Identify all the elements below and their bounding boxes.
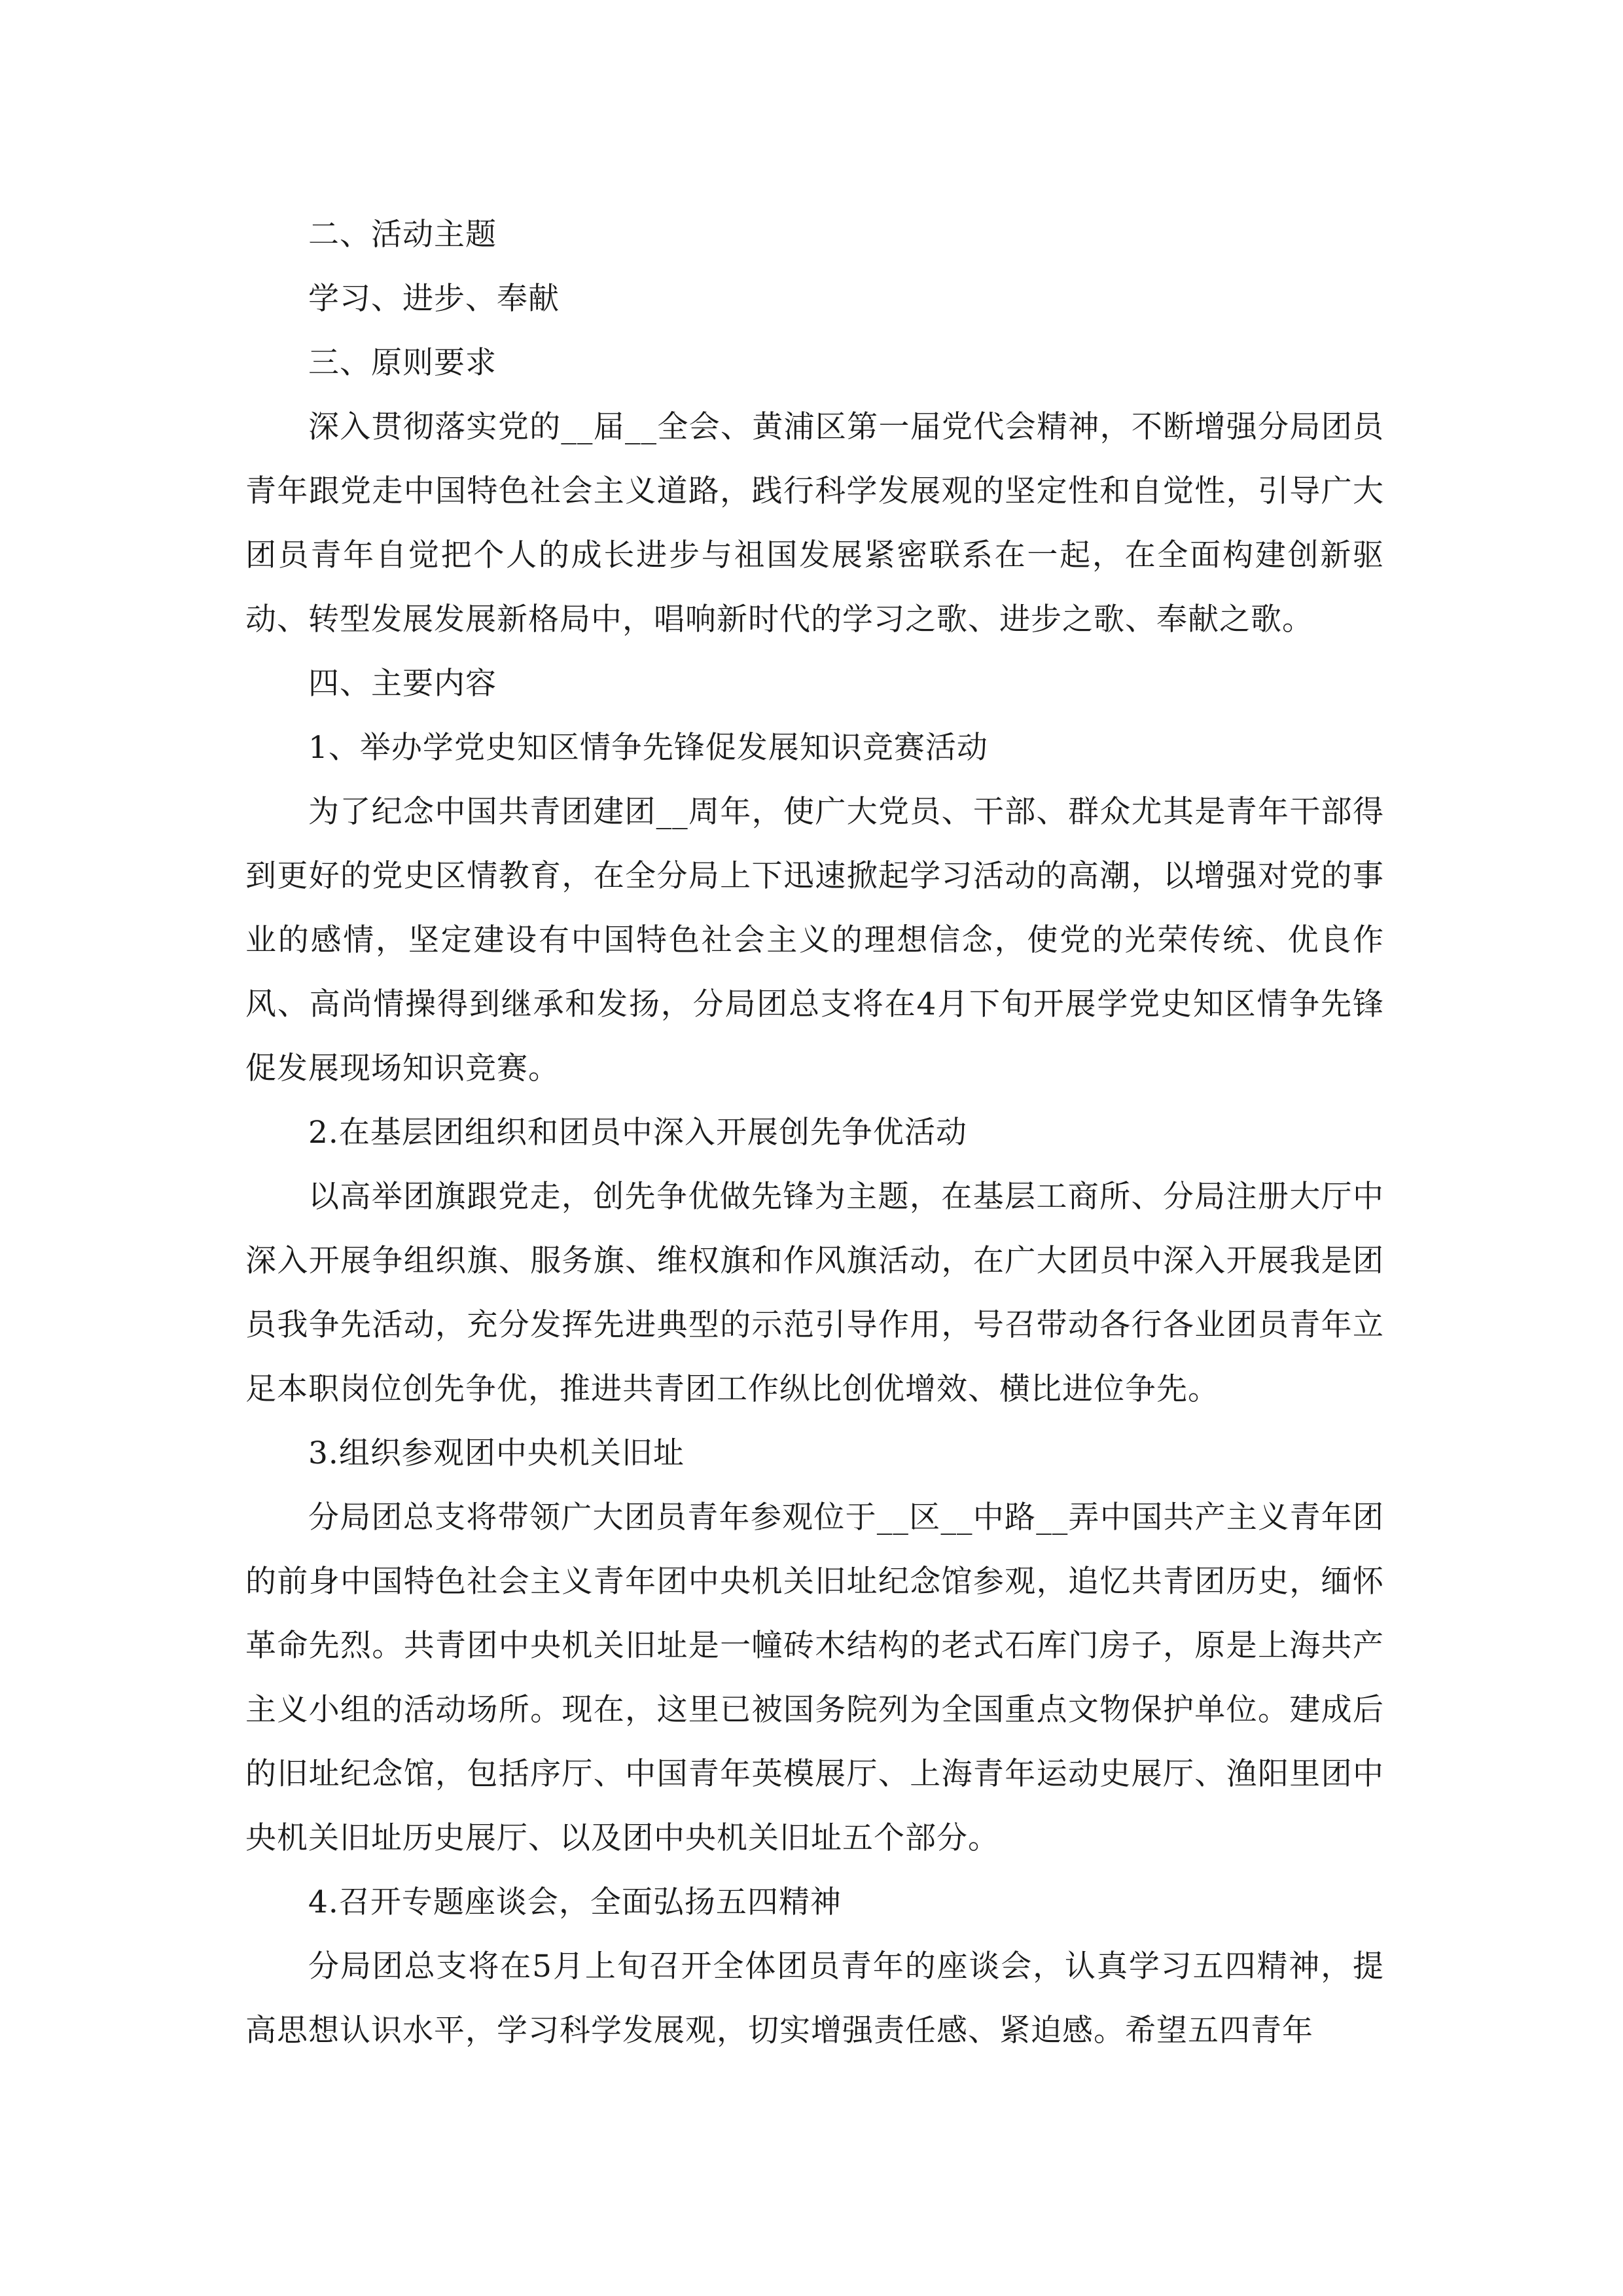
- item-heading-1: 1、举办学党史知区情争先锋促发展知识竞赛活动: [308, 730, 988, 766]
- section-heading-main-content: 四、主要内容: [308, 666, 497, 702]
- activity-theme-text: 学习、进步、奉献: [308, 281, 560, 317]
- item-paragraph-2: 以高举团旗跟党走，创先争优做先锋为主题，在基层工商所、分局注册大厅中深入开展争组织旗、服务旗、维权旗和作风旗活动，在广大团员中深入开展我是团员我争先活动，充分发挥先进典型的示范引导作用，号召带动各行各业团员青年立足本职岗位创先争优，推进共青团工作纵比创优增效、横比进位争先。: [245, 1179, 1384, 1407]
- item-heading-3: 3.组织参观团中央机关旧址: [308, 1435, 685, 1471]
- section-heading-principles: 三、原则要求: [308, 345, 497, 381]
- item-paragraph-3: 分局团总支将带领广大团员青年参观位于__区__中路__弄中国共产主义青年团的前身中国特色社会主义青年团中央机关旧址纪念馆参观，追忆共青团历史，缅怀革命先烈。共青团中央机关旧址是一幢砖木结构的老式石库门房子，原是上海共产主义小组的活动场所。现在，这里已被国务院列为全国重点文物保护单位。建成后的旧址纪念馆，包括序厅、中国青年英模展厅、上海青年运动史展厅、渔阳里团中央机关旧址历史展厅、以及团中央机关旧址五个部分。: [245, 1499, 1384, 1856]
- item-paragraph-4: 分局团总支将在5月上旬召开全体团员青年的座谈会，认真学习五四精神，提高思想认识水平，学习科学发展观，切实增强责任感、紧迫感。希望五四青年: [245, 1948, 1384, 2049]
- item-heading-4: 4.召开专题座谈会，全面弘扬五四精神: [308, 1884, 842, 1920]
- document-body: [245, 203, 1384, 2063]
- principles-paragraph: 深入贯彻落实党的__届__全会、黄浦区第一届党代会精神，不断增强分局团员青年跟党走中国特色社会主义道路，践行科学发展观的坚定性和自觉性，引导广大团员青年自觉把个人的成长进步与祖国发展紧密联系在一起，在全面构建创新驱动、转型发展发展新格局中，唱响新时代的学习之歌、进步之歌、奉献之歌。: [245, 409, 1384, 637]
- section-heading-activity-theme: 二、活动主题: [308, 217, 497, 253]
- item-heading-2: 2.在基层团组织和团员中深入开展创先争优活动: [308, 1115, 967, 1151]
- item-paragraph-1: 为了纪念中国共青团建团__周年，使广大党员、干部、群众尤其是青年干部得到更好的党史区情教育，在全分局上下迅速掀起学习活动的高潮，以增强对党的事业的感情，坚定建设有中国特色社会主义的理想信念，使党的光荣传统、优良作风、高尚情操得到继承和发扬，分局团总支将在4月下旬开展学党史知区情争先锋促发展现场知识竞赛。: [245, 794, 1384, 1086]
